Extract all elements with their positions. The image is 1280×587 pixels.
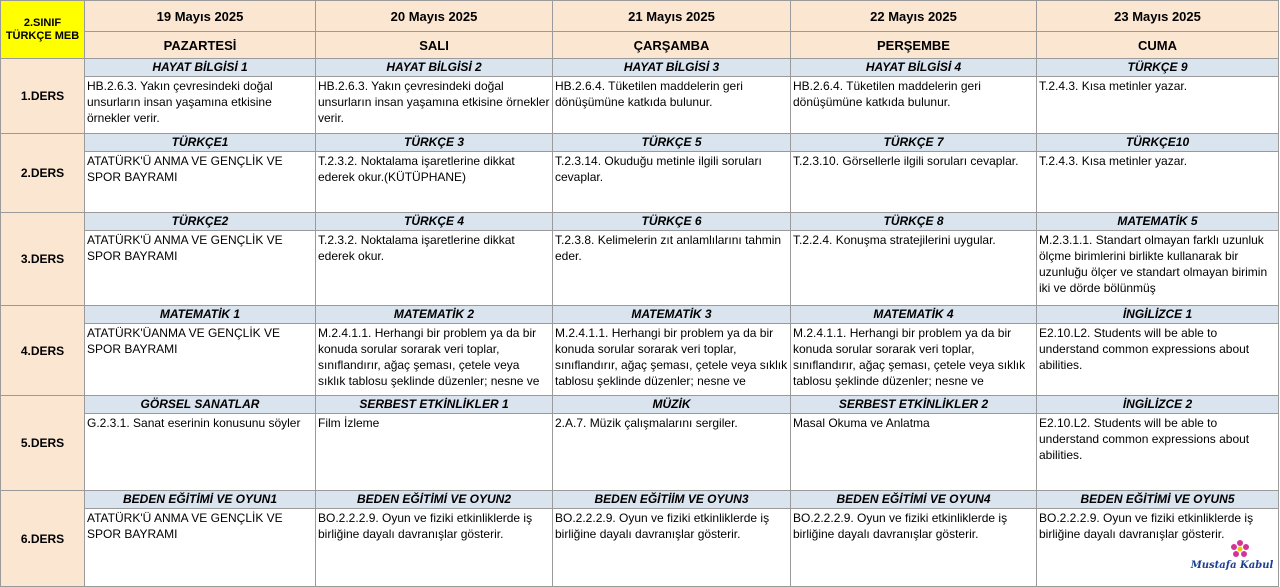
schedule-cell [553,306,791,396]
cell-title: TÜRKÇE 8 [791,213,1036,231]
lesson-label: 4.DERS [1,306,85,396]
cell-title: SERBEST ETKİNLİKLER 2 [791,396,1036,414]
cell-body: G.2.3.1. Sanat eserinin konusunu söyler [87,416,301,430]
cell-body: ATATÜRK'Ü ANMA VE GENÇLİK VE SPOR BAYRAMI [87,233,283,263]
schedule-cell [85,306,316,396]
author-signature-logo [1188,538,1276,580]
cell-title: MÜZİK [553,396,790,414]
cell-title: BEDEN EĞİTİMİ VE OYUN2 [316,491,552,509]
cell-body: T.2.2.4. Konuşma stratejilerini uygular. [793,233,996,247]
schedule-cell [553,59,791,134]
cell-body: HB.2.6.4. Tüketilen maddelerin geri dönüşümüne katkıda bulunur. [793,79,981,109]
day-monday: PAZARTESİ [85,32,316,59]
cell-body: M.2.4.1.1. Herhangi bir problem ya da bir konuda sorular sorarak veri toplar, sınıflandırır, ağaç şeması, çetele veya sıklık tablosu şeklinde düzenler; nesne ve [318,326,540,388]
cell-title: HAYAT BİLGİSİ 1 [85,59,315,77]
lesson-row-6 [1,491,1279,587]
date-wednesday: 21 Mayıs 2025 [553,1,791,32]
schedule-cell [85,396,316,491]
schedule-cell [553,491,791,587]
cell-body: E2.10.L2. Students will be able to understand common expressions about abilities. [1039,326,1250,372]
cell-body: 2.A.7. Müzik çalışmalarını sergiler. [555,416,738,430]
cell-title: BEDEN EĞİTİMİ VE OYUN5 [1037,491,1278,509]
cell-body: T.2.3.2. Noktalama işaretlerine dikkat ederek okur. [318,233,515,263]
cell-body: T.2.3.8. Kelimelerin zıt anlamlılarını tahmin eder. [555,233,782,263]
date-monday: 19 Mayıs 2025 [85,1,316,32]
date-tuesday: 20 Mayıs 2025 [316,1,553,32]
schedule-cell [316,396,553,491]
cell-body: T.2.4.3. Kısa metinler yazar. [1039,154,1188,168]
cell-title: SERBEST ETKİNLİKLER 1 [316,396,552,414]
schedule-cell [553,134,791,213]
lesson-label: 6.DERS [1,491,85,587]
lesson-row-2 [1,134,1279,213]
date-thursday: 22 Mayıs 2025 [791,1,1037,32]
lesson-row-3 [1,213,1279,306]
schedule-cell [553,396,791,491]
cell-title: MATEMATİK 1 [85,306,315,324]
cell-title: TÜRKÇE 9 [1037,59,1278,77]
cell-body: ATATÜRK'Ü ANMA VE GENÇLİK VE SPOR BAYRAMI [87,511,283,541]
cell-body: Masal Okuma ve Anlatma [793,416,930,430]
schedule-cell [791,134,1037,213]
cell-title: HAYAT BİLGİSİ 2 [316,59,552,77]
schedule-cell [1037,213,1279,306]
cell-body: HB.2.6.3. Yakın çevresindeki doğal unsurların insan yaşamına etkisine örnekler verir. [318,79,550,125]
signature-text: Mustafa Kabul [1190,560,1274,571]
cell-title: MATEMATİK 2 [316,306,552,324]
schedule-cell [1037,59,1279,134]
schedule-cell [1037,396,1279,491]
cell-title: TÜRKÇE 5 [553,134,790,152]
date-friday: 23 Mayıs 2025 [1037,1,1279,32]
cell-body: M.2.4.1.1. Herhangi bir problem ya da bir konuda sorular sorarak veri toplar, sınıflandırır, ağaç şeması, çetele veya sıklık tablosu şeklinde düzenler; nesne ve [555,326,788,388]
cell-body: ATATÜRK'Ü ANMA VE GENÇLİK VE SPOR BAYRAMI [87,154,283,184]
day-tuesday: SALI [316,32,553,59]
lesson-label: 3.DERS [1,213,85,306]
lesson-label: 5.DERS [1,396,85,491]
cell-body: M.2.3.1.1. Standart olmayan farklı uzunluk ölçme birimlerini birlikte kullanarak bir uzunluğu ölçer ve standart olmayan birimin iki ve dörde bölünmüş [1039,233,1268,295]
lesson-row-5 [1,396,1279,491]
schedule-cell [791,306,1037,396]
cell-title: TÜRKÇE2 [85,213,315,231]
lesson-label: 1.DERS [1,59,85,134]
day-friday: CUMA [1037,32,1279,59]
cell-title: BEDEN EĞİTİMİ VE OYUN1 [85,491,315,509]
cell-title: BEDEN EĞİTİİM VE OYUN3 [553,491,790,509]
lesson-label: 2.DERS [1,134,85,213]
schedule-cell [1037,306,1279,396]
cell-body: T.2.3.2. Noktalama işaretlerine dikkat ederek okur.(KÜTÜPHANE) [318,154,515,184]
lesson-row-4 [1,306,1279,396]
day-wednesday: ÇARŞAMBA [553,32,791,59]
cell-body: BO.2.2.2.9. Oyun ve fiziki etkinliklerde iş birliğine dayalı davranışlar gösterir. [555,511,770,541]
cell-body: BO.2.2.2.9. Oyun ve fiziki etkinliklerde iş birliğine dayalı davranışlar gösterir. [318,511,533,541]
cell-body: HB.2.6.3. Yakın çevresindeki doğal unsurların insan yaşamına etkisine örnekler verir. [87,79,273,125]
lesson-row-1 [1,59,1279,134]
schedule-cell [316,491,553,587]
schedule-cell [316,213,553,306]
date-header-row [1,1,1279,32]
cell-title: İNGİLİZCE 2 [1037,396,1278,414]
cell-title: MATEMATİK 4 [791,306,1036,324]
cell-title: BEDEN EĞİTİMİ VE OYUN4 [791,491,1036,509]
schedule-cell [85,134,316,213]
schedule-cell [316,134,553,213]
schedule-cell [85,59,316,134]
schedule-cell [791,213,1037,306]
cell-body: ATATÜRK'ÜANMA VE GENÇLİK VE SPOR BAYRAMI [87,326,280,356]
cell-body: Film İzleme [318,416,380,430]
cell-title: MATEMATİK 5 [1037,213,1278,231]
cell-title: TÜRKÇE 6 [553,213,790,231]
cell-body: E2.10.L2. Students will be able to understand common expressions about abilities. [1039,416,1250,462]
cell-body: BO.2.2.2.9. Oyun ve fiziki etkinliklerde iş birliğine dayalı davranışlar gösterir. [793,511,1008,541]
cell-title: HAYAT BİLGİSİ 4 [791,59,1036,77]
cell-title: TÜRKÇE 7 [791,134,1036,152]
flower-icon [1228,538,1252,562]
schedule-cell [1037,134,1279,213]
day-thursday: PERŞEMBE [791,32,1037,59]
schedule-cell [316,306,553,396]
cell-body: M.2.4.1.1. Herhangi bir problem ya da bir konuda sorular sorarak veri toplar, sınıflandırır, ağaç şeması, çetele veya sıklık tablosu şeklinde düzenler; nesne ve [793,326,1026,388]
schedule-cell [553,213,791,306]
schedule-cell [791,491,1037,587]
schedule-cell [85,491,316,587]
cell-title: TÜRKÇE10 [1037,134,1278,152]
cell-title: TÜRKÇE1 [85,134,315,152]
schedule-cell [85,213,316,306]
cell-title: TÜRKÇE 3 [316,134,552,152]
cell-title: MATEMATİK 3 [553,306,790,324]
cell-body: T.2.3.14. Okuduğu metinle ilgili soruları cevaplar. [555,154,762,184]
cell-title: TÜRKÇE 4 [316,213,552,231]
schedule-cell [791,59,1037,134]
schedule-cell [316,59,553,134]
day-header-row [1,32,1279,59]
cell-body: T.2.4.3. Kısa metinler yazar. [1039,79,1188,93]
cell-title: HAYAT BİLGİSİ 3 [553,59,790,77]
schedule-cell [791,396,1037,491]
cell-title: İNGİLİZCE 1 [1037,306,1278,324]
cell-body: T.2.3.10. Görsellerle ilgili soruları cevaplar. [793,154,1019,168]
cell-body: HB.2.6.4. Tüketilen maddelerin geri dönüşümüne katkıda bulunur. [555,79,743,109]
cell-title: GÖRSEL SANATLAR [85,396,315,414]
class-label-cell: 2.SINIF TÜRKÇE MEB [1,1,85,59]
cell-body: BO.2.2.2.9. Oyun ve fiziki etkinliklerde iş birliğine dayalı davranışlar gösterir. [1039,511,1254,541]
